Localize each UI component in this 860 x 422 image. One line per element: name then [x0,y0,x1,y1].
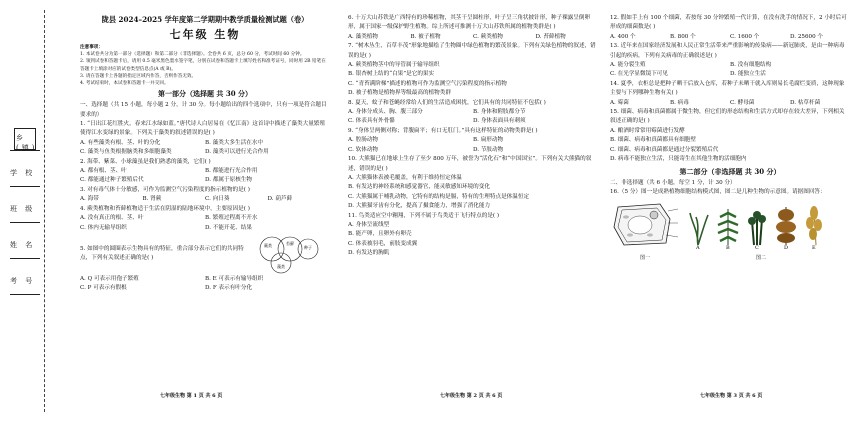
exam-subject: 七年级 生物 [169,28,241,41]
option: B. 藻类大多生活在水中 [205,139,264,146]
alga-a [690,213,708,245]
note-item: 2. 领到试卷和答题卡后，请用 0.5 毫米黑色墨水签字笔，分别在试卷和答题卡上填写姓名和准考证号，同时用 2B 铅笔在答题卡上填涂对应的试卷类型信息点(A 或 B)。 [80,59,326,72]
question-14-options [610,99,850,108]
question-7-options [348,61,598,99]
part1-intro: 一、选择题（共 15 小题，每小题 2 分，计 30 分。每小题给出的四个选项中，只有一项是符合题目要求的） [80,102,327,118]
question-13: 13. 近年来在国家经济发展和人民正常生活带来严重影响的传染病——新冠肺炎，是由一种病毒引起的疾病，下列有关病毒的正确叙述是( ) [610,43,845,59]
option: A. 身体分成头、胸、腹三部分 [348,109,423,116]
option: B. 有发达的神经系统和感觉器官，能灵敏感知环境的变化 [348,184,490,191]
question-16: 16.（5 分）图一是成熟植物细胞结构模式图，图二是几种生物的示意图。请据图回答： [610,188,826,195]
option: A. 有些藻类有根、茎、叶的分化 [80,139,161,146]
option: D. 都属于原核生物 [205,177,252,184]
question-4-options [80,214,330,233]
figure-2-caption: 图二 [755,254,766,261]
cut-line [44,10,45,412]
page-footer: 七年级生物 第 1 页 共 6 页 [160,393,223,399]
note-item: 1. 本试卷共分为第一部分（选择题）和第二部分（非选择题）。全卷共 6 页，总分 60 分，考试时间 60 分钟。 [80,52,305,58]
option: B. E 可表示有输导组织 [205,275,264,282]
venn-label: 苔藓 [286,240,294,246]
figure-2 [686,201,836,263]
strip-line [10,294,40,295]
option: C. “青苔满阶梯”描述的植物可作为监测空气污染程度的指示植物 [348,80,507,87]
option: D. 有发达的胸肌 [348,250,390,257]
question-6-options [348,33,598,42]
option: B. 没有细胞结构 [730,62,772,69]
question-3: 3. 对有毒气体十分敏感，可作为监测空气污染程度的指示植物的是( ) [80,186,250,193]
option: A. 酿酒时常常用霉菌进行发酵 [610,127,685,134]
notes [80,44,330,87]
option: A. 藻类植物 [348,33,378,40]
option: B. 扁形动物 [473,137,504,144]
question-4: 4. 蕨类植物和苔藓植物适于生活在阴湿的陆地环境中，主要原因是( ) [80,205,250,212]
figure-2-label: D [784,245,789,250]
strip-label-name: 姓 名 [10,241,36,249]
part2-intro: 二、非选择题（共 6 小题，每空 1 分，计 30 分） [610,179,736,186]
question-8: 8. 夏天，蚊子和苍蝇经常给人们的生活造成困扰，它们具有的共同特征不包括( ) [348,99,546,106]
question-14: 14. 夏季，衣柜总是把种子晒干后放入仓库，若种子未晒干就入库则易长毛腐烂变质，这种现象主要与下列哪种生物有关( ) [610,80,845,97]
option: B. 繁殖过程离不开水 [205,215,258,222]
option: C. 都能通过种子繁殖后代 [80,177,144,184]
note-item: 3. 请在答题卡上各题的指定区域内作答，否则作答无效。 [80,73,197,79]
option: C. 蕨类植物 [473,33,504,40]
option: A. 腔肠动物 [348,137,378,144]
question-8-options [348,108,598,127]
question-10-options [348,174,598,212]
figures [610,201,850,263]
option: A. 都有根、茎、叶 [80,168,127,175]
question-5-block [80,233,330,275]
option: C. 1600 个 [730,33,760,40]
option: C. 体表被羽毛，前肢变成翼 [348,240,418,247]
question-5: 5. 如图中的圆圈表示生物具有的特征，重合部分表示它们的共同特点，下列有关叙述正确的是( ) [80,245,244,261]
question-15: 15. 细菌、病毒和真菌都属于微生物，但它们的形态结构和生活方式却存在较大差异，下列相关叙述正确的是( ) [610,109,845,125]
option: C. 在光学显微镜下可见 [610,71,668,78]
option: C. 细菌、病毒和真菌都是通过分裂繁殖后代 [610,146,719,153]
option: D. 枯草杆菌 [790,99,821,106]
question-9: 9. “身体呈两侧对称；背腹扁平；有口无肛门。”具有这样特征的动物类群是( ) [348,127,538,134]
option: A. 霉菌 [610,99,629,106]
option: B. 能产卵，且卵外有卵壳 [348,231,412,238]
option: B. 银杏树上结的“白果”是它的果实 [348,71,435,78]
exam-title: 陇县 2024–2025 学年度第二学期期中教学质量检测试题（卷） [101,15,309,24]
figure-2-label: B [726,245,730,250]
option: D. 被子植物是植物界等级最高的植物类群 [348,90,451,97]
option: B. 被子植物 [410,33,441,40]
option: C. 体内无输导组织 [80,224,127,231]
question-7: 7. “树木丛生，百草丰茂”形象地描绘了生物圈中绿色植物的繁茂景象。下列有关绿色植物的叙述，错误的是( ) [348,43,596,59]
question-5-options [80,275,330,294]
venn-diagram [250,233,320,275]
moss-c [748,211,766,245]
figure-2-label: C [755,245,759,250]
option: D. 葫芦藓 [267,196,293,203]
plant-cell-diagram [610,201,680,249]
figure-1-caption: 图一 [639,254,650,261]
strip-label-school: 学 校 [10,169,36,177]
page-footer: 七年级生物 第 3 页 共 6 页 [700,393,763,399]
figure-2-label: A [696,245,700,250]
strip-line [10,258,40,259]
option: D. F 表示有叶分化 [205,285,253,292]
notes-title: 注意事项： [80,45,103,50]
venn-label: 藻类 [277,263,285,269]
fern-b [718,209,738,245]
question-15-options [610,127,850,165]
wheat-e [806,206,822,245]
question-2-options [80,167,330,186]
strip-label-township: 乡(镇) [16,134,38,152]
question-3-options [80,195,330,204]
option: C. 向日葵 [205,196,230,203]
question-6: 6. 十万大山苏铁是广西特有的珍稀植物，其茎干呈圆柱形，叶子呈三角状披针形，种子裸露呈倒卵形，属于国家一级保护野生植物。综上所述可推测十万大山苏铁所属的植物类群是( ) [348,15,591,31]
question-10: 10. 大熊猫已在地球上生存了至少 800 万年，被誉为“活化石”和“中国国宝”。下列有关大熊猫的叙述，错误的是( ) [348,156,592,172]
strip-line [10,186,40,187]
option: A. 身体呈流线型 [348,221,390,228]
question-11: 11. 鸟类适应空中翱翔，下列不属于鸟类适于飞行特点的是( ) [348,212,500,219]
question-1-options [80,139,330,158]
option: D. 苔藓植物 [535,33,566,40]
note-item: 4. 考试结束时，本试卷和答题卡一并交回。 [80,81,169,87]
option: C. 酵母菌 [730,99,755,106]
binding-strip [0,0,62,422]
option: D. 能独立生活 [730,71,766,78]
option: D. 25600 个 [790,33,824,40]
option: A. 没有真正的根、茎、叶 [80,215,144,222]
question-2: 2. 海带、紫菜、小球藻虽是我们熟悉的藻类，它们( ) [80,158,211,165]
option: C. 软体动物 [348,146,379,153]
venn-label: 蕨类 [264,242,272,248]
option: A. Q 可表示用孢子繁殖 [80,275,139,282]
question-12-options [610,33,850,42]
organisms-diagram [686,201,836,249]
option: A. 大熊猫体表被毛覆盖，有利于维持恒定体温 [348,174,462,181]
figure-2-label: E [812,245,816,250]
pine-d [776,207,796,245]
option: C. 大熊猫属于哺乳动物，它特有的结构是膈，特有的生理特点是体温恒定 [348,193,530,200]
strip-line [10,222,40,223]
option: B. 肾蕨 [142,196,162,203]
question-12: 12. 假如手上有 100 个细菌，若按每 30 分钟繁殖一代计算，在没有洗手的情况下，2 小时后可形成的细菌数是( ) [610,15,847,31]
option: A. 能分裂生殖 [610,62,646,69]
venn-label: 种子 [304,244,312,250]
strip-line [10,150,40,151]
page-footer: 七年级生物 第 2 页 共 6 页 [440,393,503,399]
option: B. 身体和附肢都分节 [473,109,526,116]
figure-1 [610,201,680,263]
option: A. 400 个 [610,33,636,40]
question-1: 1. “日出江花红胜火，春来江水绿如蓝。”唐代诗人白居易在《忆江南》这首诗中描述了藻类大量繁殖使得江水变绿的景象。下列关于藻类的叙述错误的是( ) [80,121,325,137]
part2-title: 第二部分（非选择题 共 30 分） [679,166,781,176]
page-2 [348,14,598,259]
question-13-options [610,61,850,80]
option: B. 800 个 [670,33,696,40]
page-3 [610,14,850,263]
page-1 [80,14,330,294]
option: A. 蕨类植物茎中的导管属于输导组织 [348,62,440,69]
question-11-options [348,221,598,259]
option: B. 细菌、病毒和真菌都具有细胞壁 [610,137,696,144]
strip-label-class: 班 级 [10,205,36,213]
option: C. 藻类与鱼类根据脑类和多细胞藻类 [80,149,172,156]
option: D. 不能开花、结果 [205,224,252,231]
option: C. 体表具有外骨骼 [348,118,395,125]
option: D. 身体表面具有刺须 [473,118,526,125]
strip-label-exam-no: 考 号 [10,277,36,285]
option: B. 病毒 [670,99,689,106]
part1-title: 第一部分（选择题 共 30 分） [157,89,253,99]
option: D. 病毒不能独立生活，只能寄生在其他生物的活细胞内 [610,156,747,163]
option: D. 藻类可以进行光合作用 [205,149,269,156]
question-9-options [348,136,598,155]
option: D. 节肢动物 [473,146,504,153]
option: B. 都能进行光合作用 [205,168,258,175]
option: C. P 可表示有假根 [80,285,127,292]
option: A. 海带 [80,196,99,203]
option: D. 大熊猫牙齿有分化，提高了摄食能力，增强了消化能力 [348,203,491,210]
